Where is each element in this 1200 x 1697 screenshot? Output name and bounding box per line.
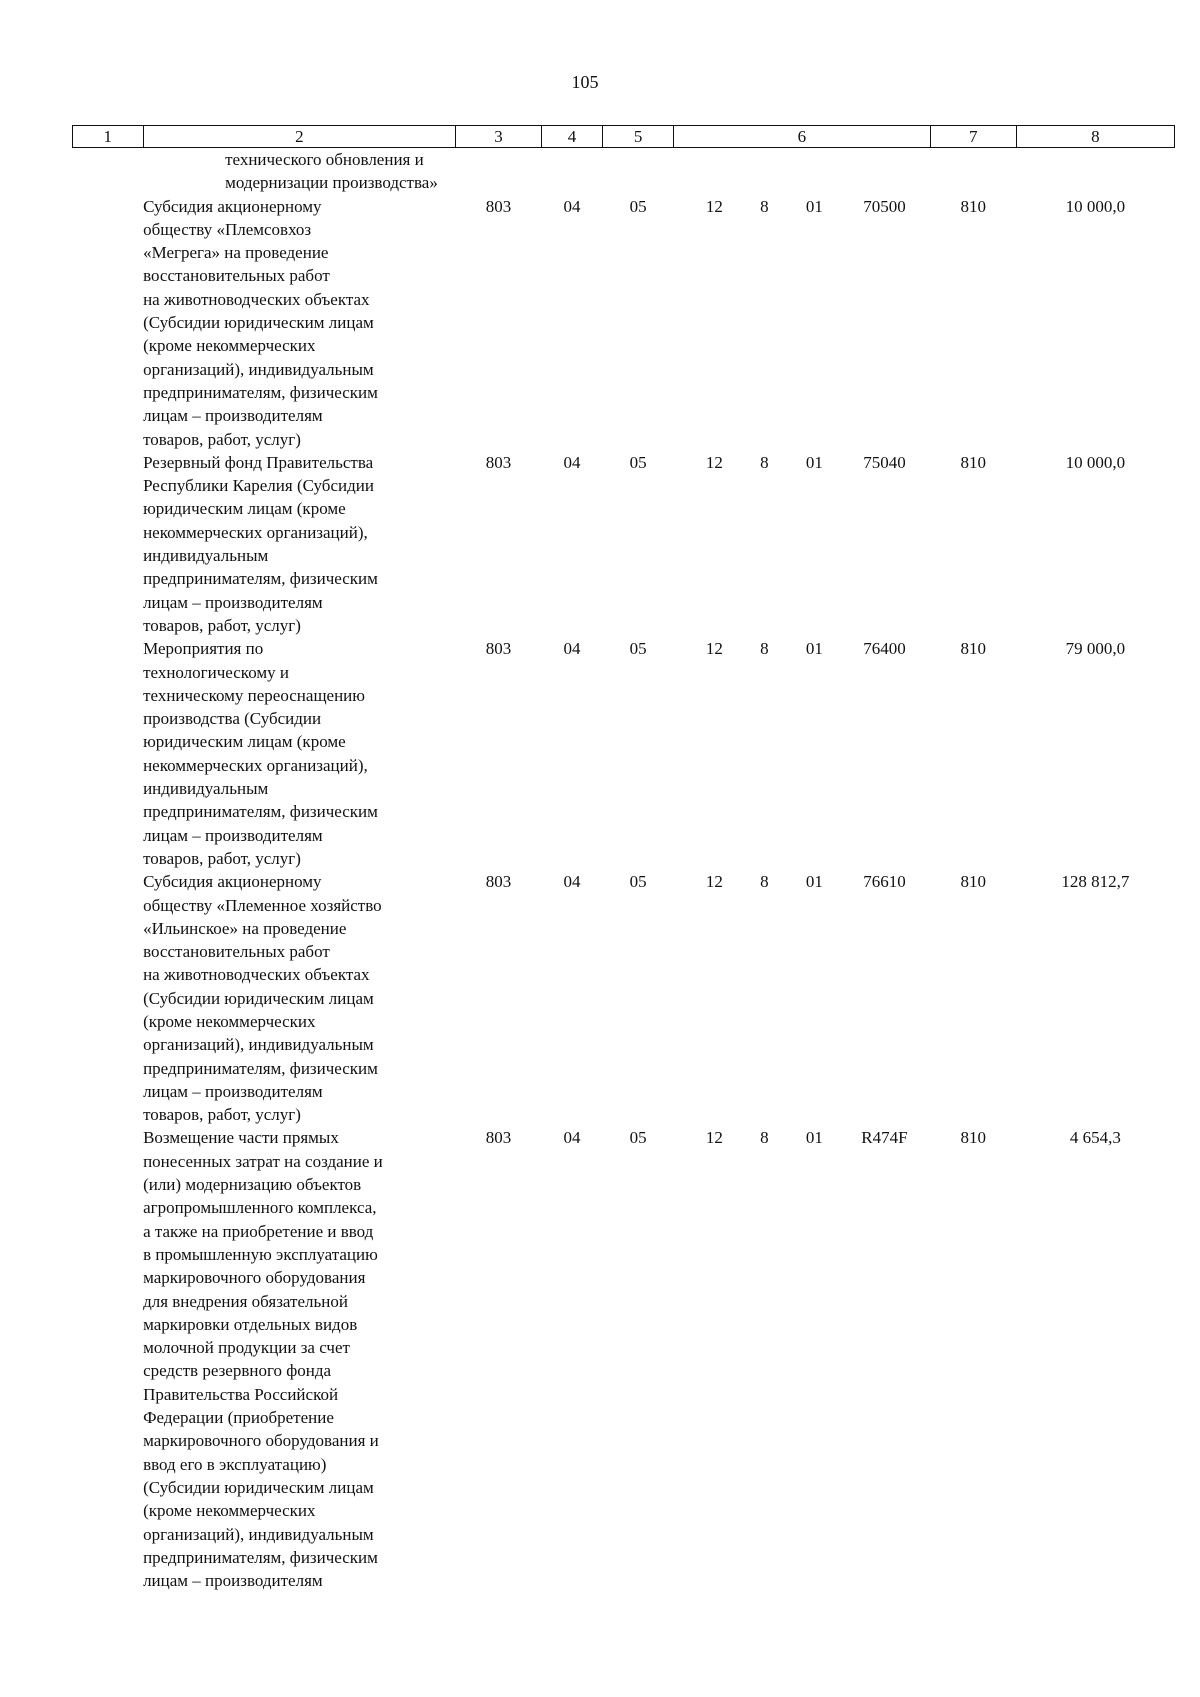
col-header-4: 4 (541, 126, 603, 148)
row-c4: 04 (563, 196, 581, 216)
row-c5: 05 (629, 452, 647, 472)
row-c6d: 76400 (863, 639, 906, 659)
row-c7: 810 (960, 196, 987, 216)
row-c3: 803 (485, 639, 512, 659)
col-header-6: 6 (673, 126, 930, 148)
row-c3: 803 (485, 452, 512, 472)
continuation-row (73, 148, 1175, 195)
row-c4: 04 (563, 1128, 581, 1148)
row-c3: 803 (485, 872, 512, 892)
row-c6c: 01 (805, 872, 823, 892)
table-row (73, 637, 1175, 870)
row-c6c: 01 (805, 452, 823, 472)
col-header-7: 7 (930, 126, 1016, 148)
row-c6d: R474F (861, 1128, 908, 1148)
row-c6c: 01 (805, 1128, 823, 1148)
row-name: Субсидия акционерному обществу «Племенное хозяйство «Ильинское» на проведение восстановительных работ на животноводческих объектах (Субсидии юридическим лицам (кроме некоммерческих организаций), индивидуальным предпринимателям, физическим лицам – производителям товаров, работ, услуг) (143, 872, 382, 1125)
row-c6d: 75040 (863, 452, 906, 472)
row-c6a: 12 (705, 872, 723, 892)
row-c5: 05 (629, 196, 647, 216)
row-c6d: 70500 (863, 196, 906, 216)
row-c4: 04 (563, 639, 581, 659)
row-c6d: 76610 (863, 872, 906, 892)
row-c8: 4 654,3 (1069, 1128, 1121, 1148)
row-name: Мероприятия по технологическому и техническому переоснащению производства (Субсидии юридическим лицам (кроме некоммерческих организаций), индивидуальным предпринимателям, физическим лицам – производителям товаров, работ, услуг) (143, 639, 378, 868)
row-c6 (673, 1126, 930, 1592)
row-c6a: 12 (705, 196, 723, 216)
row-c6 (673, 637, 930, 870)
page-number: 105 (571, 72, 599, 92)
header-row (73, 126, 1175, 148)
row-c6a: 12 (705, 1128, 723, 1148)
row-c6c: 01 (805, 196, 823, 216)
row-c6 (673, 870, 930, 1126)
row-c6b: 8 (760, 1128, 769, 1148)
col-header-3: 3 (456, 126, 542, 148)
row-c7: 810 (960, 872, 987, 892)
row-name: Возмещение части прямых понесенных затрат на создание и (или) модернизацию объектов агропромышленного комплекса, а также на приобретение и ввод в промышленную эксплуатацию маркировочного оборудования для внедрения обязательной маркировки отдельных видов молочной продукции за счет средств резервного фонда Правительства Российской Федерации (приобретение маркировочного оборудования и ввод его в эксплуатацию) (Субсидии юридическим лицам (кроме некоммерческих организаций), индивидуальным предпринимателям, физическим лицам – производителям (143, 1128, 383, 1591)
row-c6b: 8 (760, 639, 769, 659)
row-c7: 810 (960, 1128, 987, 1148)
row-c7: 810 (960, 639, 987, 659)
row-c6a: 12 (705, 452, 723, 472)
row-c4: 04 (563, 872, 581, 892)
table-row (73, 195, 1175, 451)
row-c3: 803 (485, 196, 512, 216)
table-row (73, 1126, 1175, 1592)
col-header-8: 8 (1016, 126, 1174, 148)
table-row (73, 451, 1175, 637)
row-name: Резервный фонд Правительства Республики Карелия (Субсидии юридическим лицам (кроме некоммерческих организаций), индивидуальным предпринимателям, физическим лицам – производителям товаров, работ, услуг) (143, 452, 378, 635)
table-row (73, 870, 1175, 1126)
row-name: Субсидия акционерному обществу «Племсовхоз «Мегрега» на проведение восстановительных работ на животноводческих объектах (Субсидии юридическим лицам (кроме некоммерческих организаций), индивидуальным предпринимателям, физическим лицам – производителям товаров, работ, услуг) (143, 196, 378, 449)
continuation-text: технического обновления и модернизации производства» (225, 150, 438, 193)
row-c6b: 8 (760, 872, 769, 892)
row-c6 (673, 451, 930, 637)
col-header-2: 2 (143, 126, 456, 148)
row-c5: 05 (629, 639, 647, 659)
row-c6a: 12 (705, 639, 723, 659)
budget-table (72, 125, 1175, 1592)
row-c3: 803 (485, 1128, 512, 1148)
row-c5: 05 (629, 872, 647, 892)
row-c8: 128 812,7 (1061, 872, 1130, 892)
row-c8: 79 000,0 (1065, 639, 1126, 659)
row-c4: 04 (563, 452, 581, 472)
row-c8: 10 000,0 (1065, 196, 1126, 216)
col-header-1: 1 (73, 126, 144, 148)
row-c8: 10 000,0 (1065, 452, 1126, 472)
col-header-5: 5 (603, 126, 674, 148)
row-c7: 810 (960, 452, 987, 472)
row-c6b: 8 (760, 452, 769, 472)
row-c6b: 8 (760, 196, 769, 216)
row-c5: 05 (629, 1128, 647, 1148)
row-c6c: 01 (805, 639, 823, 659)
row-c6 (673, 195, 930, 451)
